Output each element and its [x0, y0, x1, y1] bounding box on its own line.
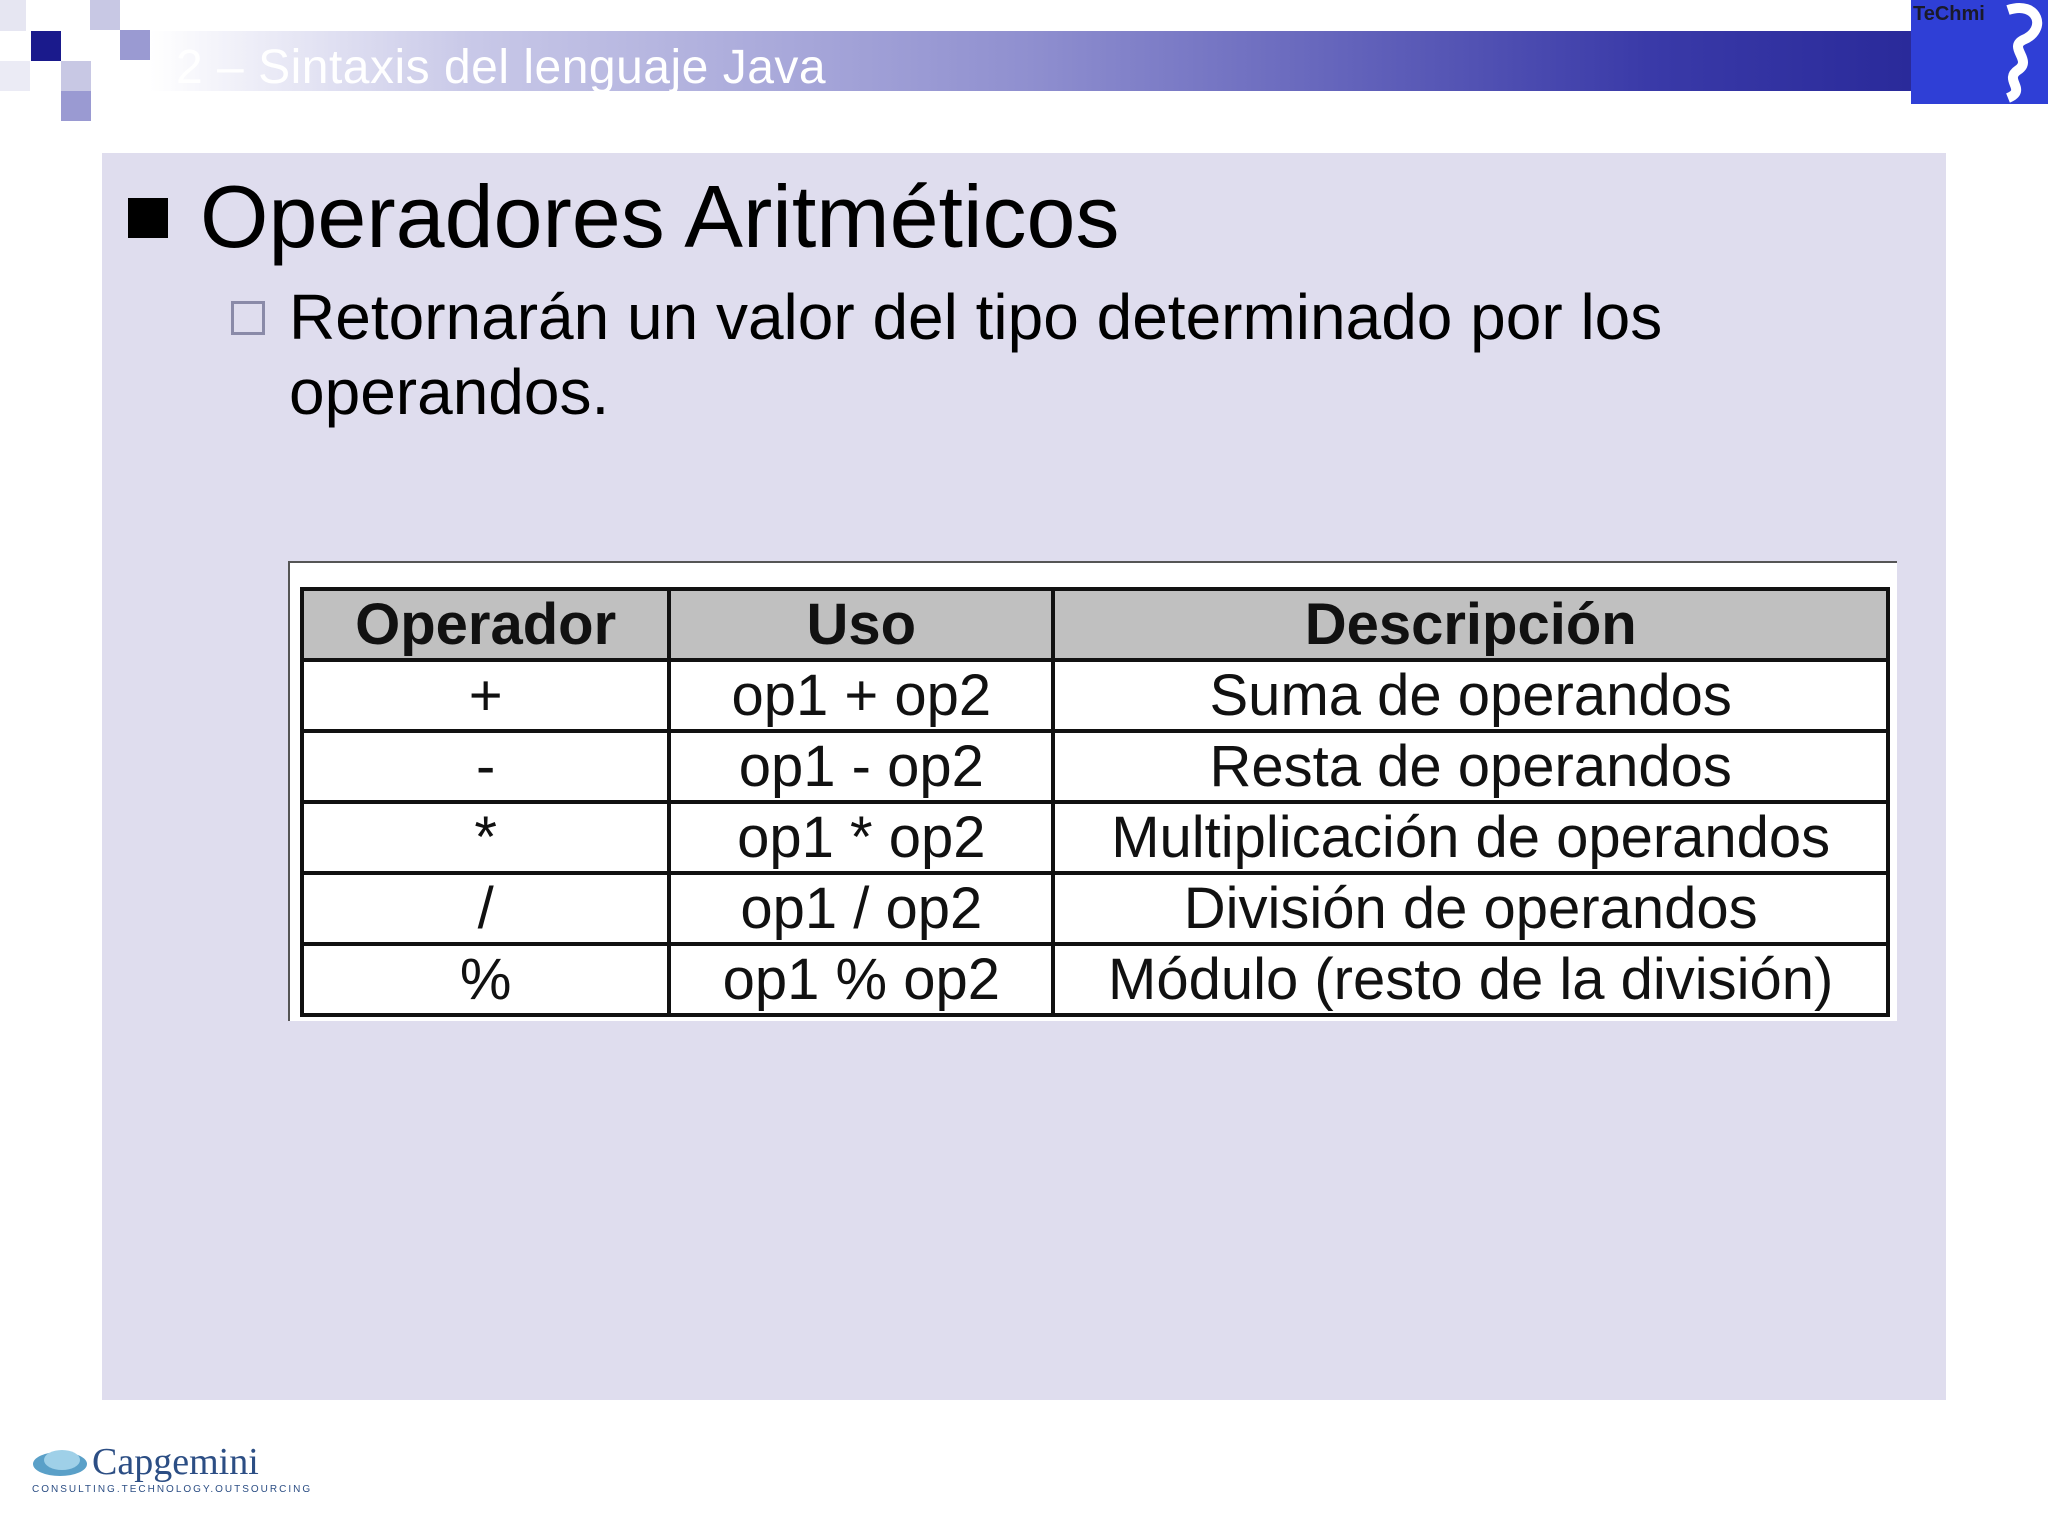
decor-square — [0, 0, 26, 31]
table-row — [302, 660, 1888, 731]
cell-operator: / — [302, 873, 669, 944]
decor-square — [61, 91, 91, 121]
cell-operator: - — [302, 731, 669, 802]
decor-square — [31, 31, 61, 61]
cell-description: Resta de operandos — [1053, 731, 1888, 802]
decor-square — [0, 61, 30, 91]
cell-usage: op1 / op2 — [669, 873, 1053, 944]
table-row — [302, 802, 1888, 873]
techmi-logo — [1911, 0, 2048, 104]
capgemini-tagline: CONSULTING.TECHNOLOGY.OUTSOURCING — [32, 1484, 313, 1495]
header-descripcion: Descripción — [1053, 589, 1888, 660]
decor-square — [90, 0, 120, 30]
decor-square — [61, 61, 91, 91]
table-header-row — [302, 589, 1888, 660]
swirl-icon — [1978, 0, 2048, 104]
table-row — [302, 873, 1888, 944]
section-title: 2 – Sintaxis del lenguaje Java — [176, 41, 827, 94]
cell-operator: % — [302, 944, 669, 1015]
logo-text: TeChmi — [1913, 3, 1985, 25]
cell-usage: op1 * op2 — [669, 802, 1053, 873]
slide-subtext: Retornarán un valor del tipo determinado por los operandos. — [289, 281, 1663, 428]
table-row — [302, 944, 1888, 1015]
cell-usage: op1 + op2 — [669, 660, 1053, 731]
cell-description: Módulo (resto de la división) — [1053, 944, 1888, 1015]
slide-heading: Operadores Aritméticos — [200, 167, 1120, 266]
operators-table-frame — [288, 561, 1897, 1021]
operators-table — [300, 587, 1890, 1017]
cell-operator: + — [302, 660, 669, 731]
capgemini-brand: Capgemini — [92, 1441, 259, 1483]
cell-usage: op1 - op2 — [669, 731, 1053, 802]
cell-usage: op1 % op2 — [669, 944, 1053, 1015]
cell-description: División de operandos — [1053, 873, 1888, 944]
cell-operator: * — [302, 802, 669, 873]
cell-description: Suma de operandos — [1053, 660, 1888, 731]
table-row — [302, 731, 1888, 802]
header-operador: Operador — [302, 589, 669, 660]
capgemini-logo-icon — [32, 1442, 92, 1482]
square-bullet-icon — [128, 198, 168, 238]
cell-description: Multiplicación de operandos — [1053, 802, 1888, 873]
hollow-square-bullet-icon — [231, 301, 265, 335]
decor-square — [120, 30, 150, 60]
header-uso: Uso — [669, 589, 1053, 660]
